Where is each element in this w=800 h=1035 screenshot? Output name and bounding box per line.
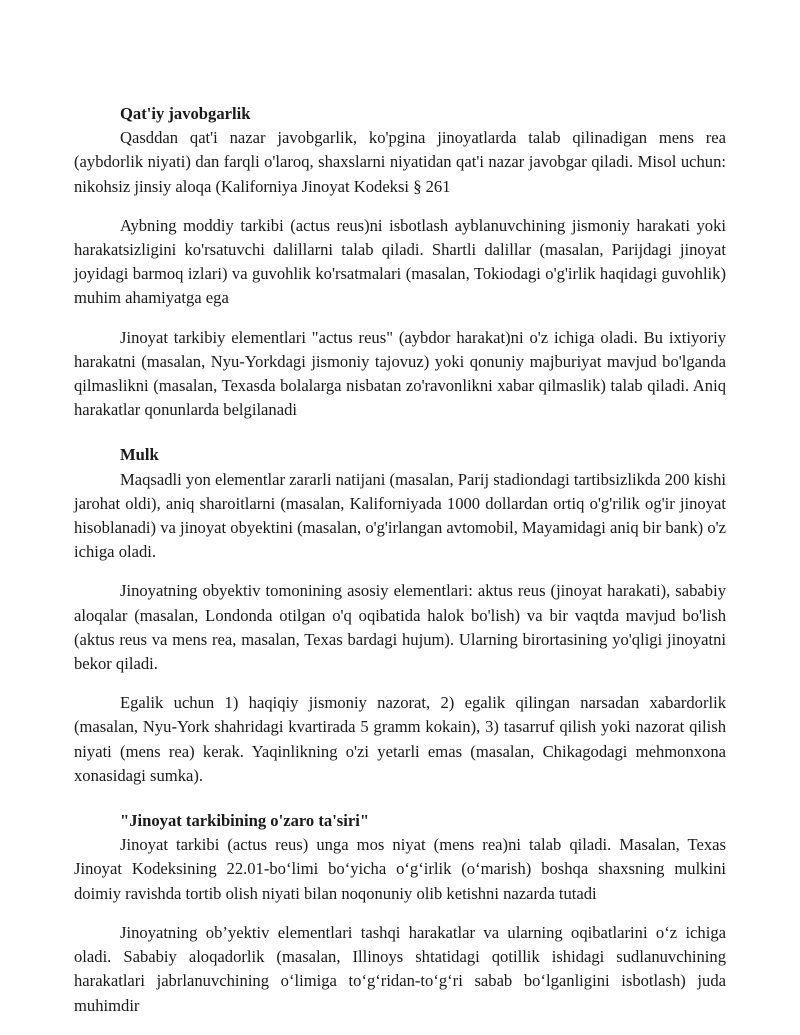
- paragraph: Qasddan qat'i nazar javobgarlik, ko'pgina jinoyatlarda talab qilinadigan mens rea (aybdorlik niyati) dan farqli o'laroq, shaxslarni niyatidan qat'i nazar javobgar qiladi. Misol uchun: nikohsiz jinsiy aloqa (Kaliforniya Jinoyat Kodeksi § 261: [74, 128, 726, 196]
- section-heading: "Jinoyat tarkibining o'zaro ta'siri": [120, 811, 370, 831]
- paragraph: Jinoyatning obyektiv tomonining asosiy elementlari: aktus reus (jinoyat harakati), sababiy aloqalar (masalan, Londonda otilgan o'q oqibatida halok bo'lish) va bir vaqtda mavjud bo'lish (aktus reus va mens rea, masalan, Texas bardagi hujum). Ularning birortasining yo'qligi jinoyatni bekor qiladi.: [74, 581, 726, 674]
- paragraph: Maqsadli yon elementlar zararli natijani (masalan, Parij stadiondagi tartibsizlikda 200 kishi jarohat oldi), aniq sharoitlarni (masalan, Kaliforniyada 1000 dollardan ortiq o'g'rilik og'ir jinoyat hisoblanadi) va jinoyat obyektini (masalan, o'g'irlangan avtomobil, Mayamidagi aniq bir bank) o'z ichiga oladi.: [74, 469, 726, 562]
- paragraph: Jinoyatning ob’yektiv elementlari tashqi harakatlar va ularning oqibatlarini o‘z ichiga oladi. Sababiy aloqadorlik (masalan, Illinoys shtatidagi qotillik ishidagi sudlanuvchining harakatlari jabrlanuvchining o‘limiga to‘g‘ridan-to‘g‘ri sabab bo‘lganligini isbotlash) juda muhimdir: [74, 922, 726, 1015]
- document-body: [74, 102, 726, 1018]
- paragraph: Jinoyat tarkibi (actus reus) unga mos niyat (mens rea)ni talab qiladi. Masalan, Texas Jinoyat Kodeksining 22.01-bo‘limi bo‘yicha o‘g‘irlik (o‘marish) boshqa shaxsning mulkini doimiy ravishda tortib olish niyati bilan noqonuniy olib ketishni nazarda tutadi: [74, 835, 726, 903]
- section-heading: Mulk: [120, 445, 159, 465]
- paragraph: Jinoyat tarkibiy elementlari "actus reus" (aybdor harakat)ni o'z ichiga oladi. Bu ixtiyoriy harakatni (masalan, Nyu-Yorkdagi jismoniy tajovuz) yoki qonuniy majburiyat mavjud bo'lganda qilmaslikni (masalan, Texasda bolalarga nisbatan zo'ravonlikni xabar qilmaslik) talab qiladi. Aniq harakatlar qonunlarda belgilanadi: [74, 327, 726, 420]
- paragraph: Egalik uchun 1) haqiqiy jismoniy nazorat, 2) egalik qilingan narsadan xabardorlik (masalan, Nyu-York shahridagi kvartirada 5 gramm kokain), 3) tasarruf qilish yoki nazorat qilish niyati (mens rea) kerak. Yaqinlikning o'zi yetarli emas (masalan, Chikagodagi mehmonxona xonasidagi sumka).: [74, 693, 726, 785]
- section-heading: Qat'iy javobgarlik: [120, 104, 251, 123]
- paragraph: Aybning moddiy tarkibi (actus reus)ni isbotlash ayblanuvchining jismoniy harakati yoki harakatsizligini ko'rsatuvchi dalillarni talab qiladi. Shartli dalillar (masalan, Parijdagi jinoyat joyidagi barmoq izlari) va guvohlik ko'rsatmalari (masalan, Tokiodagi o'g'irlik haqidagi guvohlik) muhim ahamiyatga ega: [74, 215, 726, 308]
